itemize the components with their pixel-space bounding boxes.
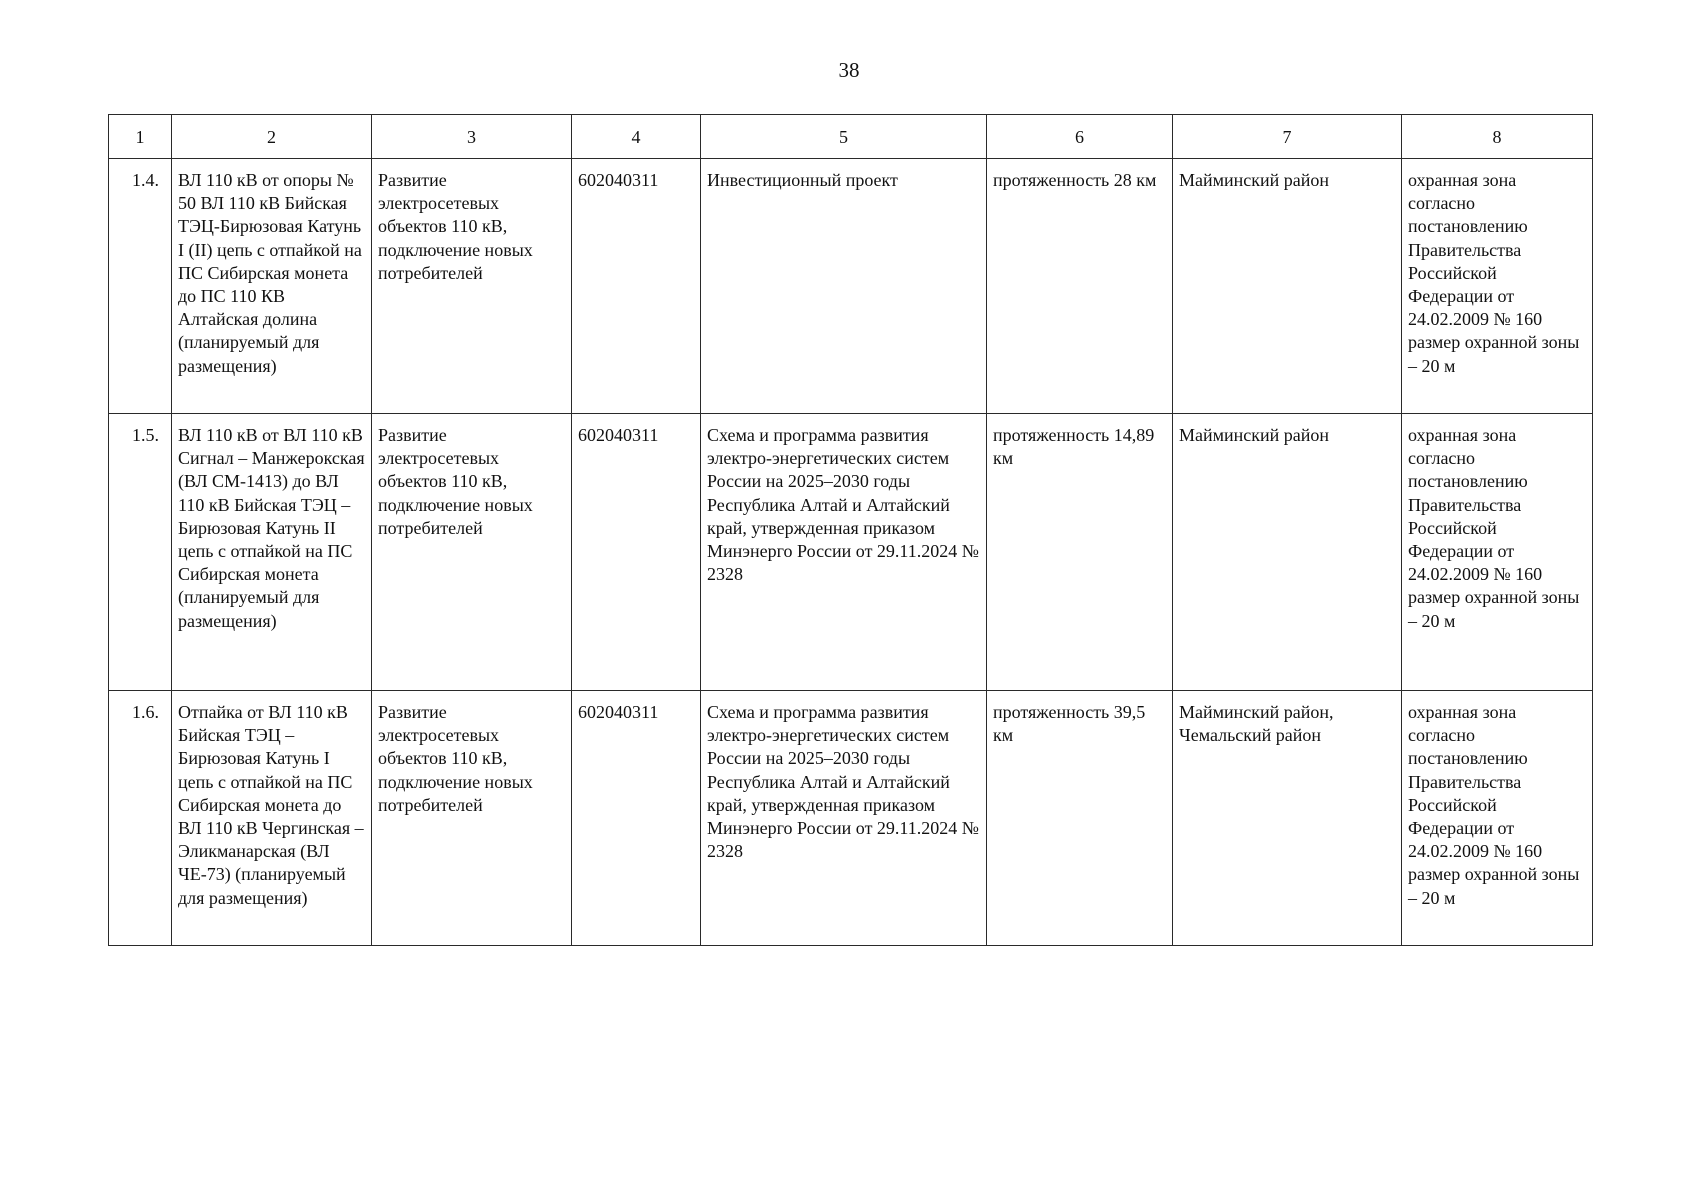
basis-cell: Инвестиционный проект xyxy=(701,159,987,414)
row-number-cell: 1.6. xyxy=(109,691,172,946)
column-header: 3 xyxy=(372,115,572,159)
column-header: 1 xyxy=(109,115,172,159)
location-cell: Майминский район xyxy=(1173,159,1402,414)
table-header-row xyxy=(109,115,1593,159)
protection-zone-cell: охранная зона согласно постановлению Правительства Российской Федерации от 24.02.2009 № 160 размер охранной зоны – 20 м xyxy=(1402,159,1593,414)
page-number: 38 xyxy=(838,58,860,82)
table-row xyxy=(109,414,1593,691)
objects-table xyxy=(108,114,1593,946)
column-header: 2 xyxy=(172,115,372,159)
location-cell: Майминский район, Чемальский район xyxy=(1173,691,1402,946)
code-cell: 602040311 xyxy=(572,691,701,946)
purpose-cell: Развитие электросетевых объектов 110 кВ, подключение новых потребителей xyxy=(372,159,572,414)
protection-zone-cell: охранная зона согласно постановлению Правительства Российской Федерации от 24.02.2009 № 160 размер охранной зоны – 20 м xyxy=(1402,691,1593,946)
column-header: 7 xyxy=(1173,115,1402,159)
characteristics-cell: протяженность 39,5 км xyxy=(987,691,1173,946)
row-number-cell: 1.5. xyxy=(109,414,172,691)
column-header: 5 xyxy=(701,115,987,159)
code-cell: 602040311 xyxy=(572,159,701,414)
purpose-cell: Развитие электросетевых объектов 110 кВ, подключение новых потребителей xyxy=(372,414,572,691)
object-name-cell: ВЛ 110 кВ от ВЛ 110 кВ Сигнал – Манжерокская (ВЛ СМ-1413) до ВЛ 110 кВ Бийская ТЭЦ – Бирюзовая Катунь II цепь с отпайкой на ПС Сибирская монета (планируемый для размещения) xyxy=(172,414,372,691)
row-number-cell: 1.4. xyxy=(109,159,172,414)
object-name-cell: ВЛ 110 кВ от опоры № 50 ВЛ 110 кВ Бийская ТЭЦ-Бирюзовая Катунь I (II) цепь с отпайкой на ПС Сибирская монета до ПС 110 КВ Алтайская долина (планируемый для размещения) xyxy=(172,159,372,414)
purpose-cell: Развитие электросетевых объектов 110 кВ, подключение новых потребителей xyxy=(372,691,572,946)
location-cell: Майминский район xyxy=(1173,414,1402,691)
basis-cell: Схема и программа развития электро-энергетических систем России на 2025–2030 годы Республика Алтай и Алтайский край, утвержденная приказом Минэнерго России от 29.11.2024 № 2328 xyxy=(701,691,987,946)
basis-cell: Схема и программа развития электро-энергетических систем России на 2025–2030 годы Республика Алтай и Алтайский край, утвержденная приказом Минэнерго России от 29.11.2024 № 2328 xyxy=(701,414,987,691)
protection-zone-cell: охранная зона согласно постановлению Правительства Российской Федерации от 24.02.2009 № 160 размер охранной зоны – 20 м xyxy=(1402,414,1593,691)
column-header: 4 xyxy=(572,115,701,159)
column-header: 6 xyxy=(987,115,1173,159)
object-name-cell: Отпайка от ВЛ 110 кВ Бийская ТЭЦ – Бирюзовая Катунь I цепь с отпайкой на ПС Сибирская монета до ВЛ 110 кВ Чергинская – Эликманарская (ВЛ ЧЕ-73) (планируемый для размещения) xyxy=(172,691,372,946)
table-row xyxy=(109,691,1593,946)
table-row xyxy=(109,159,1593,414)
characteristics-cell: протяженность 28 км xyxy=(987,159,1173,414)
column-header: 8 xyxy=(1402,115,1593,159)
characteristics-cell: протяженность 14,89 км xyxy=(987,414,1173,691)
code-cell: 602040311 xyxy=(572,414,701,691)
